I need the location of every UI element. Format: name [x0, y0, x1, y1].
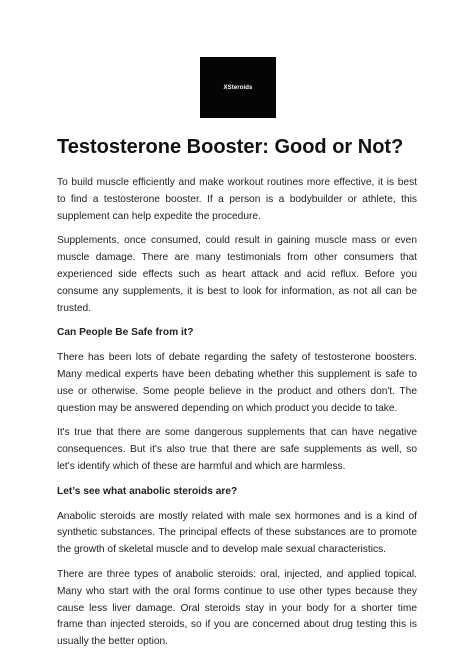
paragraph-supplements: Supplements, once consumed, could result in gaining muscle mass or even muscle damage. There are many testimonials from other consumers that experienced side effects such as heart attack and acid reflux. Before you consume any supplements, it is best to look for information, as not all can be trusted.: [57, 235, 417, 314]
paragraph-types: There are three types of anabolic steroids: oral, injected, and applied topical. Many who start with the oral forms continue to use other types because they cause less liver damage. Oral steroids stay in your body for a shorter time frame than injected steroids, so if you are concerned about drug testing this is usually the better option.: [57, 568, 417, 648]
section-heading-steroids: Let’s see what anabolic steroids are?: [57, 485, 238, 497]
paragraph-dangerous: It's true that there are some dangerous supplements that can have negative consequences. But it's also true that there are safe supplements as well, so let's identify which of these are harmful and which are harmless.: [57, 427, 417, 472]
article-body: [57, 135, 417, 659]
paragraph-intro: To build muscle efficiently and make workout routines more effective, it is best to find a testosterone booster. If a person is a bodybuilder or athlete, this supplement can help expedite the procedure.: [57, 177, 417, 222]
article-title: Testosterone Booster: Good or Not?: [57, 136, 404, 158]
paragraph-debate: There has been lots of debate regarding the safety of testosterone boosters. Many medical experts have been debating whether this supplement is safe to use or otherwise. Some people believe in the product and others don't. The question may be answered depending on which product you decide to take.: [57, 352, 417, 414]
section-heading-safety: Can People Be Safe from it?: [57, 327, 194, 339]
xsteroids-logo: [200, 57, 276, 118]
paragraph-anabolic: Anabolic steroids are mostly related with male sex hormones and is a kind of synthetic substances. The principal effects of these substances are to promote the growth of skeletal muscle and to develop male sexual characteristics.: [57, 510, 417, 556]
logo-text: XSteroids: [223, 84, 253, 91]
